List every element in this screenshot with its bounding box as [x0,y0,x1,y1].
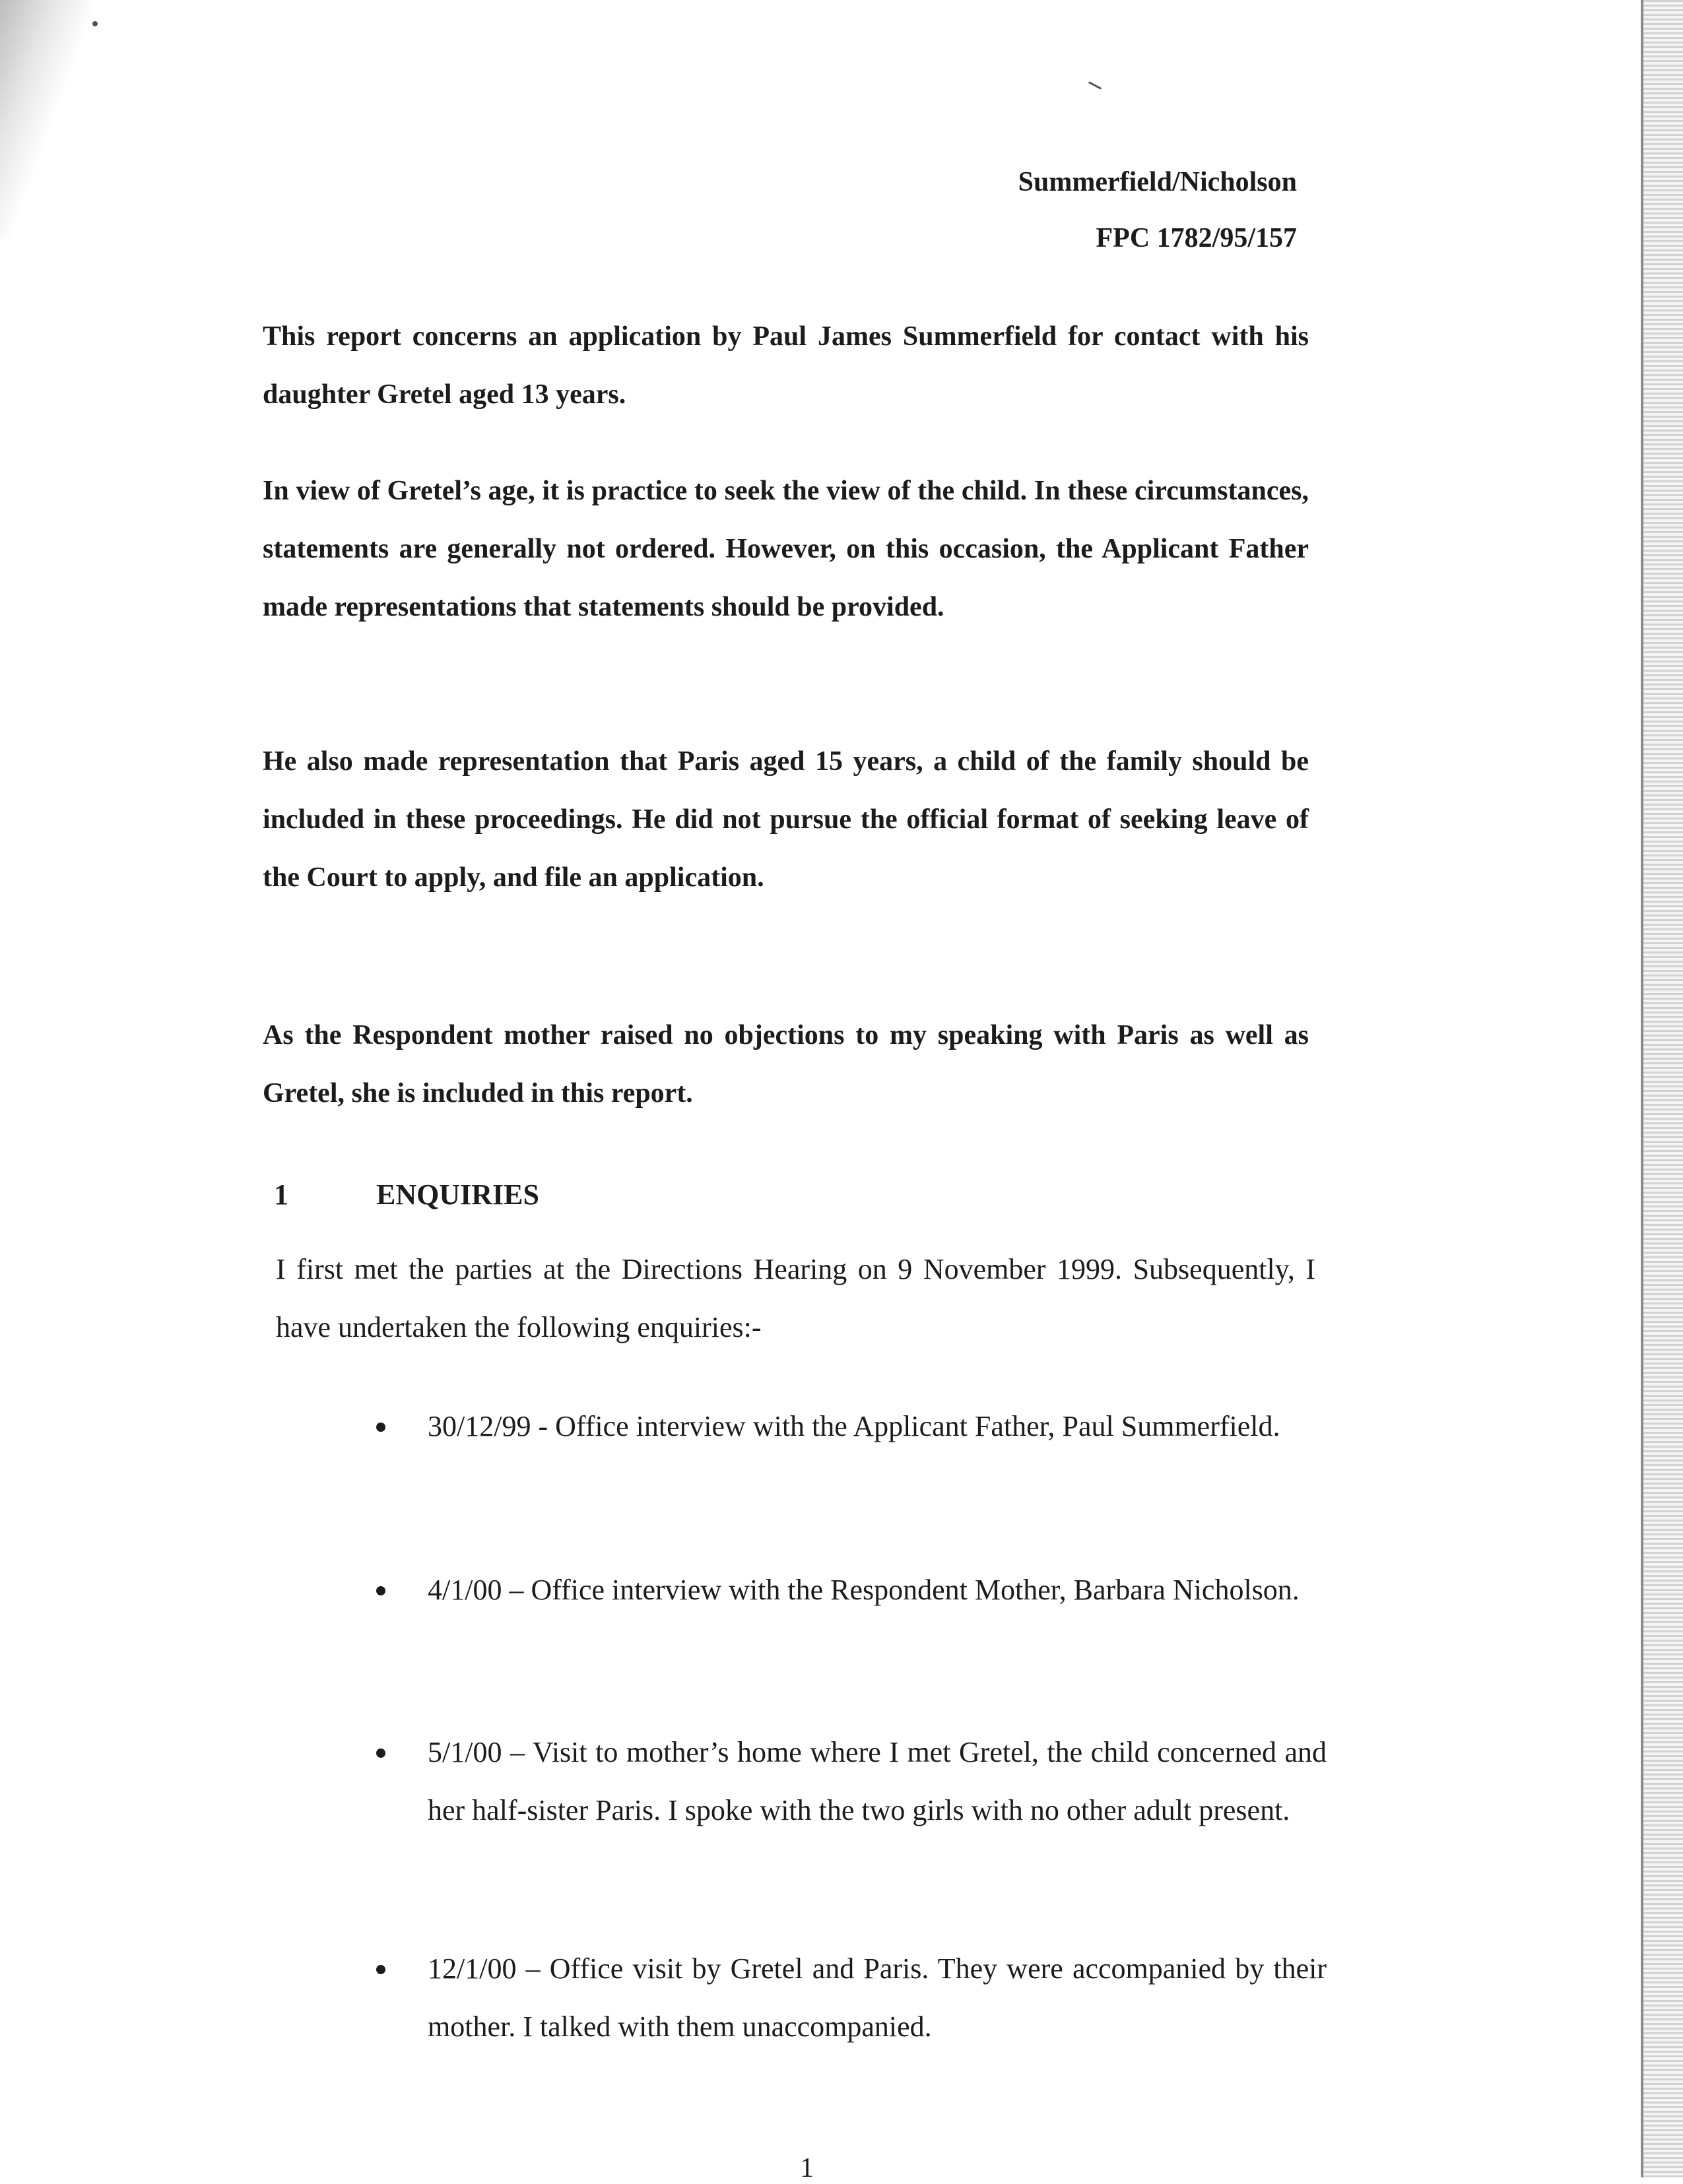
scan-speck [1088,81,1102,90]
paragraph-paris-inclusion: He also made representation that Paris aged 15 years, a child of the family should be included in these proceedings. He did not pursue the official format of seeking leave of the Court to apply, and file an application. [263,746,1309,893]
enquiry-item [376,1723,1327,1840]
paragraph-application: This report concerns an application by Paul James Summerfield for contact with his daughter Gretel aged 13 years. [263,321,1309,410]
enquiry-item [376,1561,1327,1619]
bullet-icon [376,1965,385,1974]
bullet-icon [376,1749,385,1758]
paragraph-child-view: In view of Gretel’s age, it is practice to seek the view of the child. In these circumstances, statements are generally not ordered. However, on this occasion, the Applicant Father made representations that statements should be provided. [263,476,1309,622]
enquiries-intro: I first met the parties at the Directions Hearing on 9 November 1999. Subsequently, I have undertaken the following enquiries:- [276,1253,1315,1343]
bullet-icon [376,1586,385,1595]
enquiry-text: 30/12/99 - Office interview with the Applicant Father, Paul Summerfield. [428,1410,1280,1442]
enquiry-text: 12/1/00 – Office visit by Gretel and Paris. They were accompanied by their mother. I talked with them unaccompanied. [428,1952,1327,2043]
scan-edge-stripes [1643,0,1683,2177]
case-number: FPC 1782/95/157 [1096,223,1297,253]
scan-shadow [0,0,92,238]
section-number: 1 [274,1178,288,1211]
paragraph-respondent: As the Respondent mother raised no objections to my speaking with Paris as well as Gretel, she is included in this report. [263,1020,1309,1108]
page-number: 1 [800,2153,814,2183]
scan-speck [92,21,98,26]
case-name: Summerfield/Nicholson [1018,167,1297,197]
section-title: ENQUIRIES [376,1178,539,1211]
enquiry-text: 4/1/00 – Office interview with the Respondent Mother, Barbara Nicholson. [428,1574,1300,1606]
enquiry-item [376,1940,1327,2056]
enquiry-text: 5/1/00 – Visit to mother’s home where I met Gretel, the child concerned and her half-sister Paris. I spoke with the two girls with no other adult present. [428,1736,1327,1826]
bullet-icon [376,1423,385,1432]
enquiry-item [376,1397,1327,1456]
section-heading-enquiries [274,1178,539,1211]
